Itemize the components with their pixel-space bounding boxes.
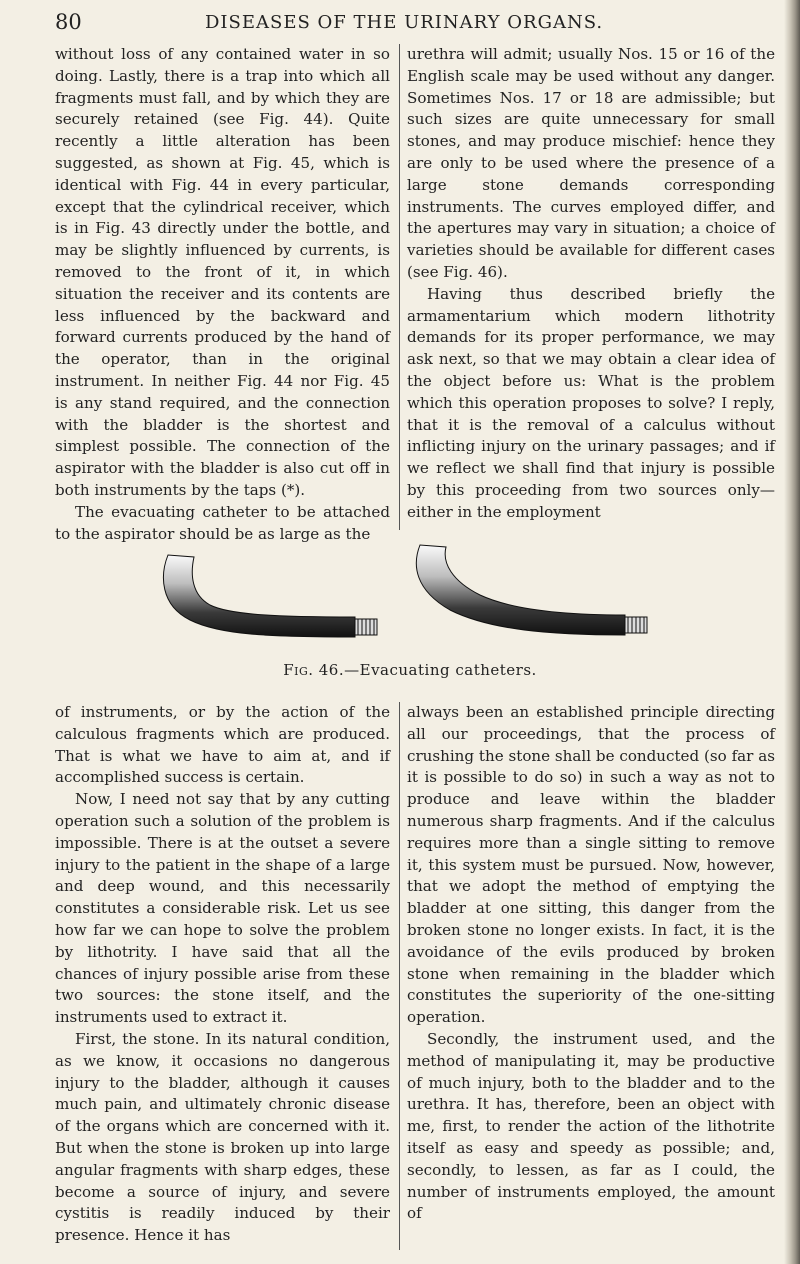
paragraph: The evacuating catheter to be attached to the aspirator should be as large as the: [55, 502, 390, 543]
paragraph: always been an established principle directing all our proceedings, that the process of crushing the stone shall be conducted (so far as it is possible to do so) in such a way as not to produce and leave within the bladder numerous sharp fragments. And if the calculus requires more than a single sitting to remove it, this system must be pursued. Now, however, that we adopt the method of emptying the bladder at one sitting, this danger from the broken stone no longer exists. In fact, it is the avoidance of the evils produced by broken stone when remaining in the bladder which constitutes the superiority of the one-sitting operation.: [407, 703, 775, 1027]
column-divider: [399, 44, 400, 530]
paragraph: Having thus described briefly the armamentarium which modern lithotrity demands for its proper performance, we may ask next, so that we may obtain a clear idea of the object before us: What is the problem which this operation proposes to solve? I reply, that it is the removal of a calculus without inflicting injury on the urinary passages; and if we reflect we shall find that injury is possible by this proceeding from two sources only—either in the employment: [407, 284, 775, 521]
page-number: 80: [55, 10, 82, 34]
catheter-left: [163, 555, 377, 637]
page-binding-shadow: [784, 0, 800, 1264]
running-title: DISEASES OF THE URINARY ORGANS.: [205, 12, 604, 33]
paragraph: urethra will admit; usually Nos. 15 or 16 of the English scale may be used without any danger. Sometimes Nos. 17 or 18 are admissible; but such sizes are quite unnecessary for small stones, and may produce mischief: hence they are only to be used where the presence of a large stone demands corresponding instruments. The curves employed differ, and the apertures may vary in situation; a choice of varieties should be available for different cases (see Fig. 46).: [407, 45, 775, 281]
page-header: [55, 10, 775, 40]
left-column-bottom: [55, 702, 390, 1247]
left-column-top: [55, 44, 390, 545]
paragraph: Now, I need not say that by any cutting operation such a solution of the problem is impossible. There is at the outset a severe injury to the patient in the shape of a large and deep wound, and this necessarily constitutes a considerable risk. Let us see how far we can hope to solve the problem by lithotrity. I have said that all the chances of injury possible arise from these two sources: the stone itself, and the instruments used to extract it.: [55, 790, 390, 1027]
figure-caption-text: —Evacuating catheters.: [344, 661, 537, 679]
catheter-right: [416, 545, 647, 635]
figure-caption: [150, 661, 670, 679]
catheters-illustration: [150, 535, 670, 655]
figure-label: Fig. 46.: [283, 661, 345, 679]
paragraph: without loss of any contained water in so doing. Lastly, there is a trap into which all fragments must fall, and by which they are securely retained (see Fig. 44). Quite recently a little alteration has been suggested, as shown at Fig. 45, which is identical with Fig. 44 in every particular, except that the cylindrical receiver, which is in Fig. 43 directly under the bottle, and may be slightly influenced by currents, is removed to the front of it, in which situation the receiver and its contents are less influenced by the backward and forward currents produced by the hand of the operator, than in the original instrument. In neither Fig. 44 nor Fig. 45 is any stand required, and the connection with the bladder is the shortest and simplest possible. The connection of the aspirator with the bladder is also cut off in both instruments by the taps (*).: [55, 45, 390, 499]
paragraph: Secondly, the instrument used, and the method of manipulating it, may be productive of much injury, both to the bladder and to the urethra. It has, therefore, been an object with me, first, to render the action of the lithotrite itself as easy and speedy as possible; and, secondly, to lessen, as far as I could, the number of instruments employed, the amount of: [407, 1029, 775, 1223]
column-divider: [399, 702, 400, 1250]
paragraph: First, the stone. In its natural condition, as we know, it occasions no dangerous injury to the bladder, although it causes much pain, and ultimately chronic disease of the organs which are concerned with it. But when the stone is broken up into large angular fragments with sharp edges, these become a source of injury, and severe cystitis is readily induced by their presence. Hence it has: [55, 1029, 390, 1245]
paragraph: of instruments, or by the action of the calculous fragments which are produced. That is what we have to aim at, and if accomplished success is certain.: [55, 703, 390, 787]
right-column-top: [407, 44, 775, 524]
figure-46: [150, 535, 670, 685]
right-column-bottom: [407, 702, 775, 1225]
